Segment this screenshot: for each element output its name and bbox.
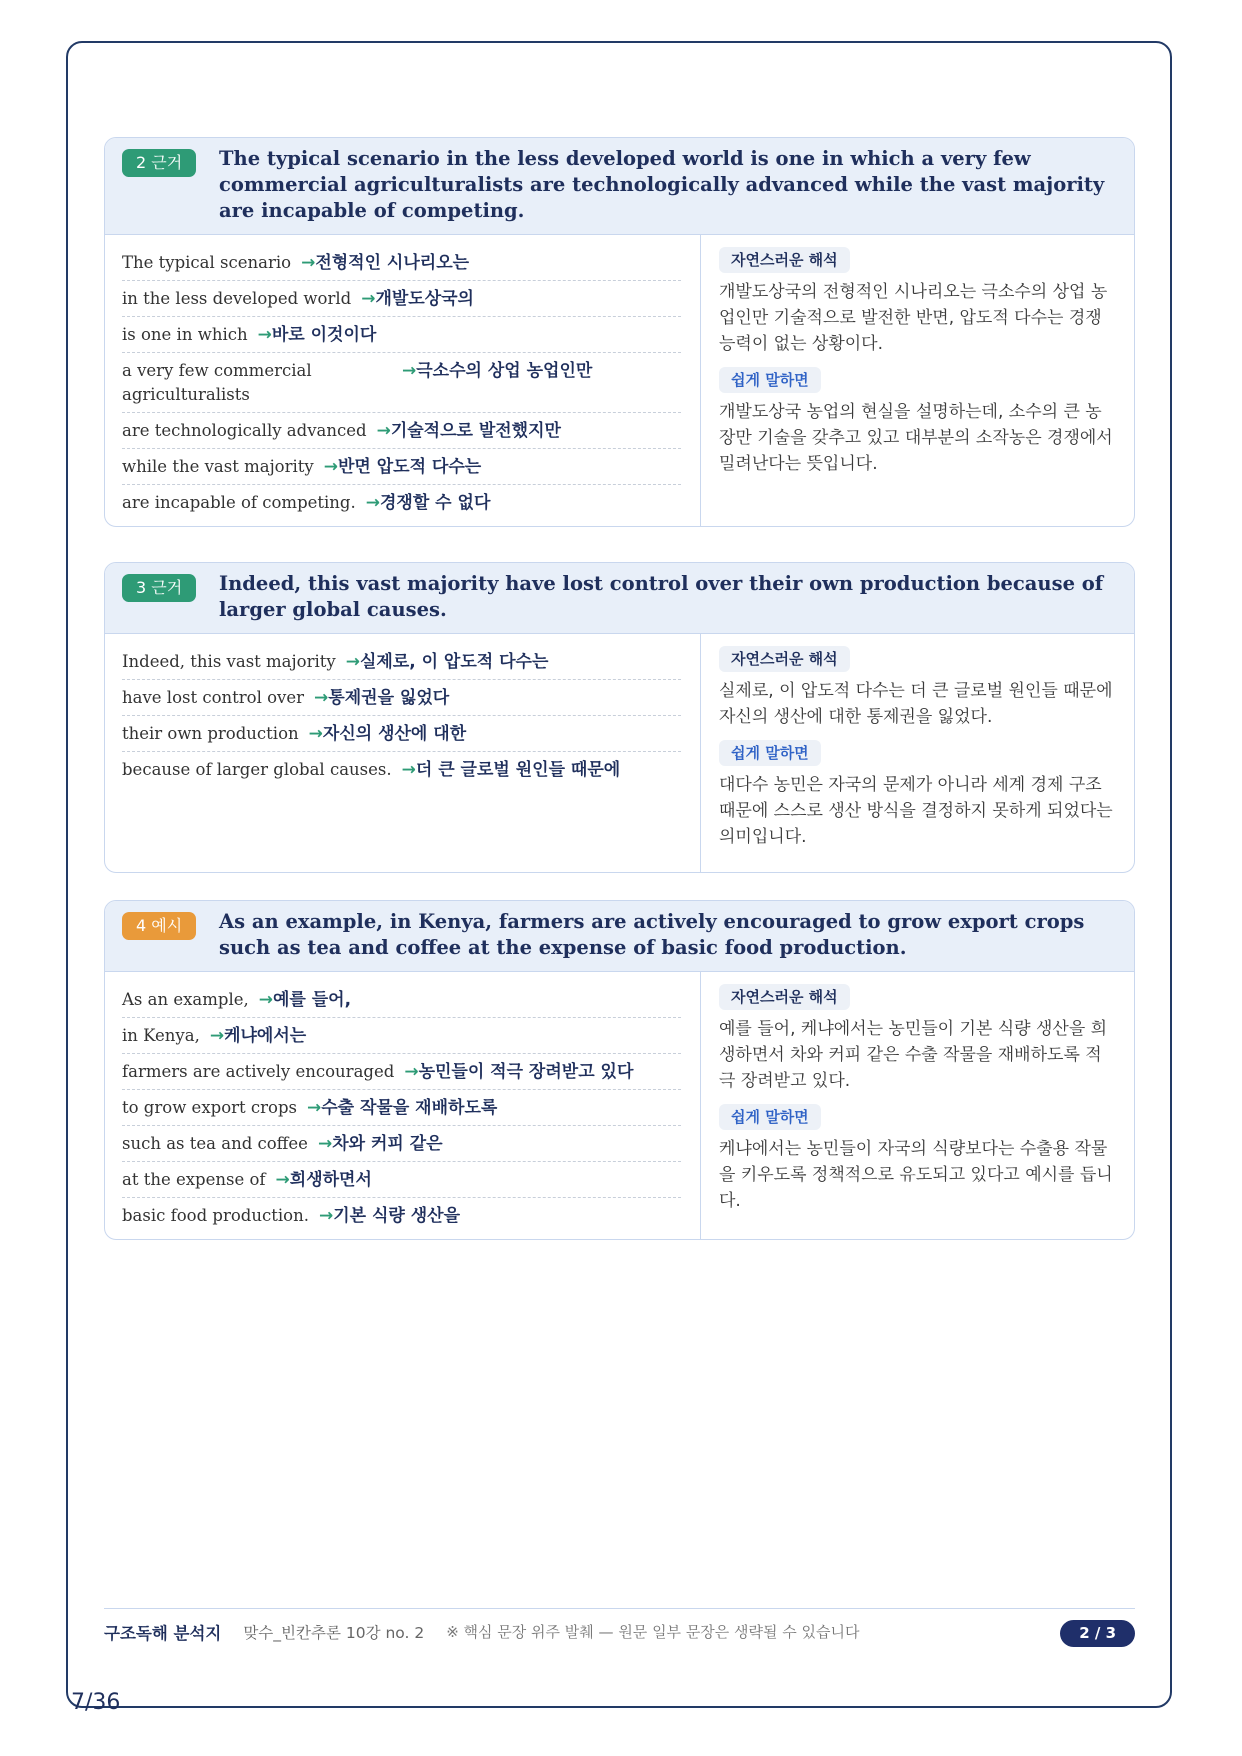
arrow-icon: →	[308, 724, 323, 744]
chunk-korean: →수출 작물을 재배하도록	[306, 1098, 498, 1118]
translation-panel	[701, 634, 1134, 872]
simple-explanation-label: 쉽게 말하면	[719, 367, 821, 393]
arrow-icon: →	[345, 652, 360, 672]
chunk-row	[122, 245, 681, 281]
chunk-english: farmers are actively encouraged	[122, 1062, 395, 1081]
footer-title: 구조독해 분석지	[104, 1623, 222, 1643]
simple-explanation: 대다수 농민은 자국의 문제가 아니라 세계 경제 구조 때문에 스스로 생산 방식을 결정하지 못하게 되었다는 의미입니다.	[719, 775, 1113, 847]
arrow-icon: →	[257, 325, 272, 345]
section-card	[104, 562, 1135, 873]
chunk-list	[105, 972, 701, 1239]
chunk-row	[122, 1162, 681, 1198]
chunk-korean: →예를 들어,	[258, 990, 352, 1010]
arrow-icon: →	[306, 1098, 322, 1118]
section-header	[105, 901, 1134, 972]
section-header	[105, 138, 1134, 235]
chunk-korean: →반면 압도적 다수는	[323, 457, 482, 477]
chunk-english: are incapable of competing.	[122, 493, 356, 512]
chunk-korean: →통제권을 잃었다	[314, 688, 450, 708]
chunk-english: The typical scenario	[122, 253, 292, 272]
chunk-english: while the vast majority	[122, 457, 314, 476]
section-badge: 3 근거	[122, 574, 196, 602]
translation-panel	[701, 972, 1134, 1239]
page-footer	[104, 1608, 1135, 1654]
chunk-korean: →경쟁할 수 없다	[365, 493, 491, 513]
chunk-english: to grow export crops	[122, 1098, 297, 1117]
natural-translation-label: 자연스러운 해석	[719, 247, 850, 273]
natural-translation-label: 자연스러운 해석	[719, 646, 850, 672]
arrow-icon: →	[209, 1026, 225, 1046]
chunk-row	[122, 1198, 681, 1233]
chunk-row	[122, 1090, 681, 1126]
chunk-korean: →바로 이것이다	[257, 325, 377, 345]
chunk-row	[122, 716, 681, 752]
chunk-list	[105, 634, 701, 872]
chunk-row	[122, 680, 681, 716]
natural-translation: 개발도상국의 전형적인 시나리오는 극소수의 상업 농업인만 기술적으로 발전한 반면, 압도적 다수는 경쟁 능력이 없는 상황이다.	[719, 282, 1108, 354]
chunk-korean: →희생하면서	[275, 1170, 372, 1190]
simple-explanation: 개발도상국 농업의 현실을 설명하는데, 소수의 큰 농장만 기술을 갖추고 있고 대부분의 소작농은 경쟁에서 밀려난다는 뜻입니다.	[719, 402, 1113, 474]
natural-translation: 예를 들어, 케냐에서는 농민들이 기본 식량 생산을 희생하면서 차와 커피 같은 수출 작물을 재배하도록 적극 장려받고 있다.	[719, 1019, 1108, 1091]
footer-subtitle: 맞수_빈칸추론 10강 no. 2	[243, 1623, 425, 1642]
section-badge: 2 근거	[122, 149, 196, 177]
footer-note: ※ 핵심 문장 위주 발췌 — 원문 일부 문장은 생략될 수 있습니다	[446, 1623, 860, 1641]
chunk-english: Indeed, this vast majority	[122, 652, 336, 671]
arrow-icon: →	[318, 1206, 334, 1226]
chunk-row	[122, 317, 681, 353]
key-sentence: The typical scenario in the less developed world is one in which a very few commercial agriculturalists are technologically advanced while the vast majority are incapable of competing.	[219, 147, 1105, 222]
arrow-icon: →	[317, 1134, 333, 1154]
chunk-row	[122, 752, 681, 787]
chunk-row	[122, 413, 681, 449]
chunk-korean: →개발도상국의	[361, 289, 474, 309]
chunk-english: basic food production.	[122, 1206, 309, 1225]
key-sentence: Indeed, this vast majority have lost control over their own production because of larger global causes.	[219, 572, 1104, 621]
natural-translation: 실제로, 이 압도적 다수는 더 큰 글로벌 원인들 때문에 자신의 생산에 대한 통제권을 잃었다.	[719, 681, 1113, 727]
chunk-list	[105, 235, 701, 526]
arrow-icon: →	[404, 1062, 419, 1082]
arrow-icon: →	[301, 253, 316, 273]
simple-explanation-label: 쉽게 말하면	[719, 740, 821, 766]
section-card	[104, 137, 1135, 527]
chunk-english: is one in which	[122, 325, 248, 344]
chunk-english: As an example,	[122, 990, 249, 1009]
section-header	[105, 563, 1134, 634]
simple-explanation: 케냐에서는 농민들이 자국의 식량보다는 수출용 작물을 키우도록 정책적으로 유도되고 있다고 예시를 듭니다.	[719, 1139, 1113, 1211]
chunk-english: in the less developed world	[122, 289, 352, 308]
chunk-row	[122, 982, 681, 1018]
chunk-english: such as tea and coffee	[122, 1134, 308, 1153]
section-card	[104, 900, 1135, 1240]
chunk-korean: →케냐에서는	[209, 1026, 307, 1046]
arrow-icon: →	[361, 289, 376, 309]
arrow-icon: →	[323, 457, 338, 477]
translation-panel	[701, 235, 1134, 526]
chunk-korean: →더 큰 글로벌 원인들 때문에	[401, 760, 621, 780]
chunk-korean: →극소수의 상업 농업인만	[402, 361, 593, 381]
page-number: 7/36	[71, 1690, 121, 1715]
chunk-row	[122, 1054, 681, 1090]
arrow-icon: →	[365, 493, 380, 513]
natural-translation-label: 자연스러운 해석	[719, 984, 850, 1010]
arrow-icon: →	[314, 688, 329, 708]
chunk-english: are technologically advanced	[122, 421, 367, 440]
chunk-row	[122, 485, 681, 520]
chunk-english: because of larger global causes.	[122, 760, 392, 779]
chunk-english: a very few commercial agriculturalists	[122, 361, 312, 404]
chunk-row	[122, 449, 681, 485]
chunk-row	[122, 1018, 681, 1054]
chunk-korean: →기술적으로 발전했지만	[376, 421, 561, 441]
key-sentence: As an example, in Kenya, farmers are actively encouraged to grow export crops such as tea and coffee at the expense of basic food production.	[219, 910, 1085, 959]
chunk-english: at the expense of	[122, 1170, 266, 1189]
chunk-english: in Kenya,	[122, 1026, 200, 1045]
chunk-english: their own production	[122, 724, 299, 743]
arrow-icon: →	[401, 760, 416, 780]
chunk-korean: →자신의 생산에 대한	[308, 724, 467, 744]
arrow-icon: →	[258, 990, 273, 1010]
page-indicator: 2 / 3	[1060, 1620, 1135, 1647]
arrow-icon: →	[376, 421, 391, 441]
chunk-row	[122, 1126, 681, 1162]
chunk-korean: →농민들이 적극 장려받고 있다	[404, 1062, 634, 1082]
chunk-korean: →기본 식량 생산을	[318, 1206, 460, 1226]
chunk-row	[122, 281, 681, 317]
simple-explanation-label: 쉽게 말하면	[719, 1104, 821, 1130]
arrow-icon: →	[402, 361, 417, 381]
section-badge: 4 예시	[122, 912, 196, 940]
chunk-row	[122, 353, 681, 413]
chunk-korean: →차와 커피 같은	[317, 1134, 443, 1154]
chunk-korean: →실제로, 이 압도적 다수는	[345, 652, 549, 672]
chunk-row	[122, 644, 681, 680]
chunk-korean: →전형적인 시나리오는	[301, 253, 470, 273]
chunk-english: have lost control over	[122, 688, 305, 707]
arrow-icon: →	[275, 1170, 290, 1190]
